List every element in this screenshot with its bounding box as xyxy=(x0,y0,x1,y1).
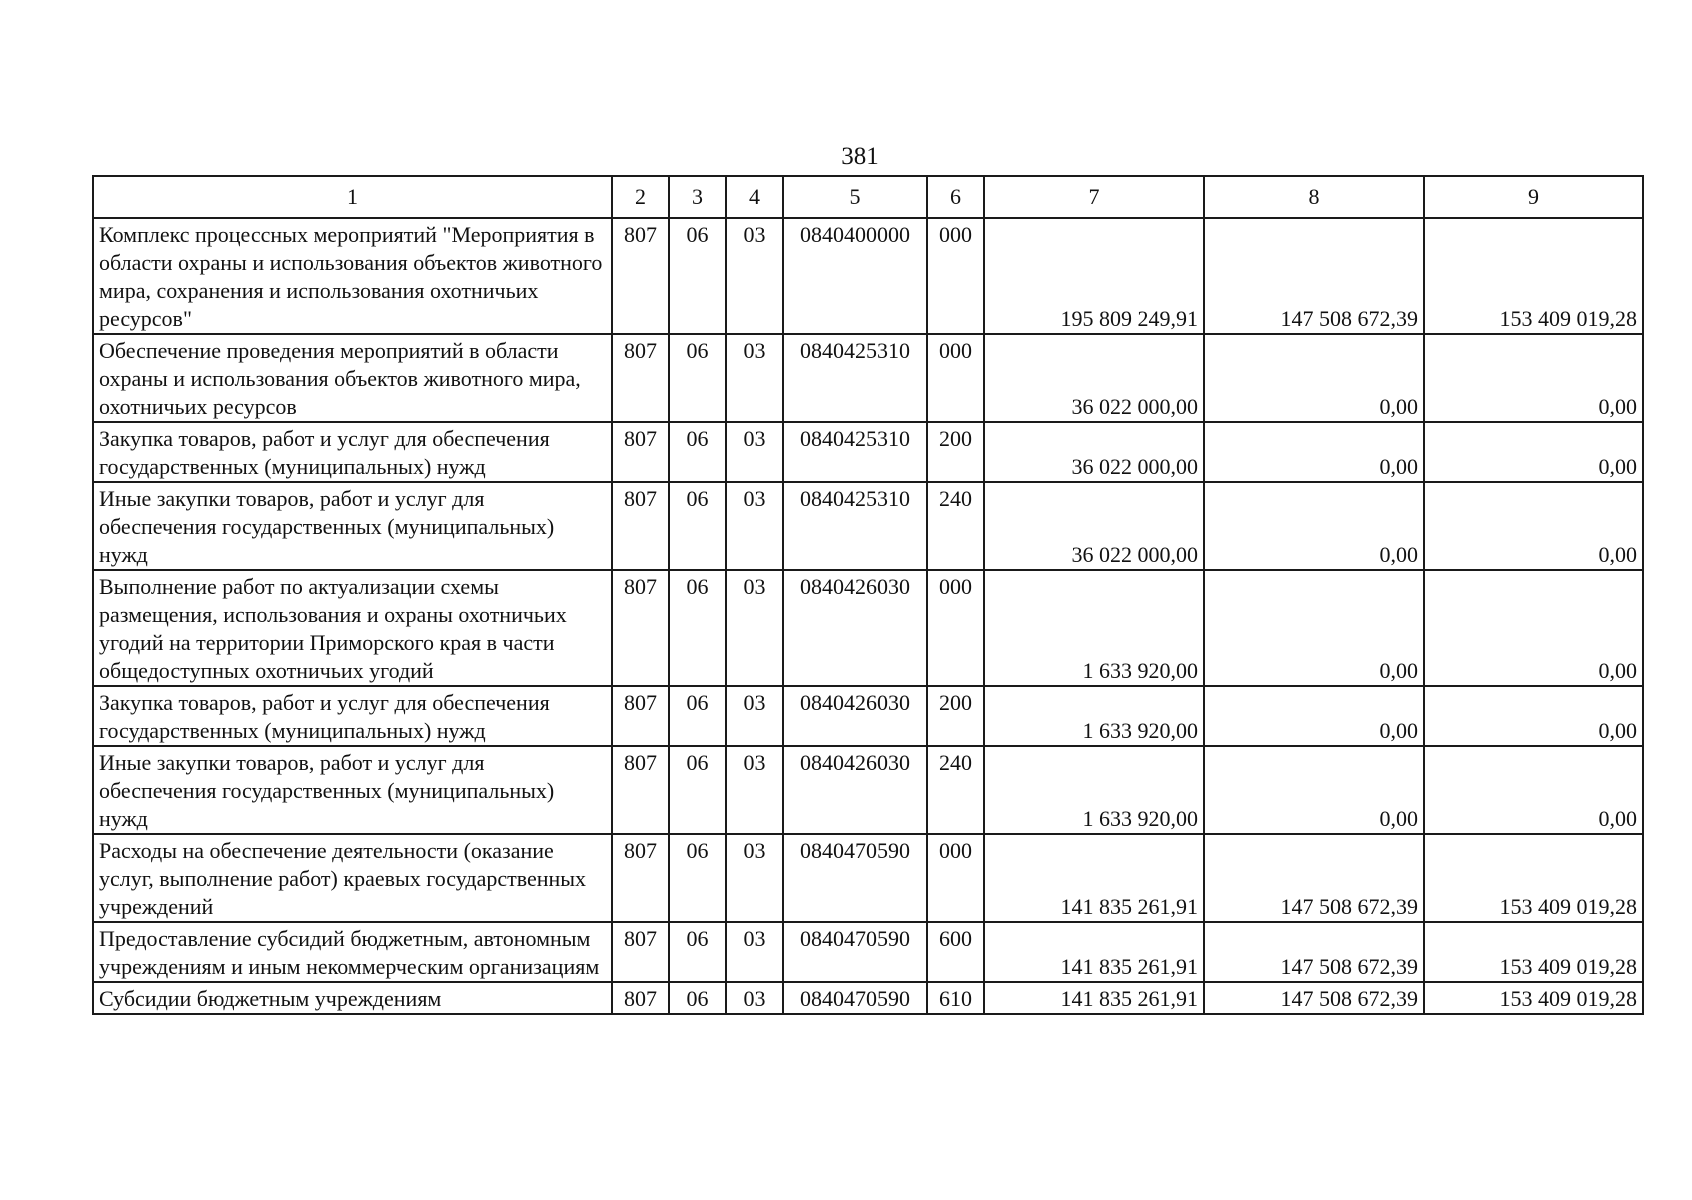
row-amount-col9: 0,00 xyxy=(1424,686,1643,746)
row-code-col2: 807 xyxy=(612,482,669,570)
row-amount-col8: 0,00 xyxy=(1204,482,1424,570)
row-name: Выполнение работ по актуализации схемы размещения, использования и охраны охотничьих угодий на территории Приморского края в части общедоступных охотничьих угодий xyxy=(93,570,612,686)
header-cell-6: 6 xyxy=(927,176,984,218)
row-name: Комплекс процессных мероприятий "Мероприятия в области охраны и использования объектов животного мира, сохранения и использования охотничьих ресурсов" xyxy=(93,218,612,334)
table-row xyxy=(93,334,1643,422)
table-row xyxy=(93,922,1643,982)
row-code-col2: 807 xyxy=(612,834,669,922)
row-amount-col8: 147 508 672,39 xyxy=(1204,218,1424,334)
row-name: Закупка товаров, работ и услуг для обеспечения государственных (муниципальных) нужд xyxy=(93,422,612,482)
row-code-col3: 06 xyxy=(669,422,726,482)
row-amount-col9: 153 409 019,28 xyxy=(1424,982,1643,1014)
row-code-col4: 03 xyxy=(726,982,783,1014)
row-amount-col7: 36 022 000,00 xyxy=(984,482,1204,570)
row-code-col6: 000 xyxy=(927,334,984,422)
row-code-col3: 06 xyxy=(669,922,726,982)
row-code-col3: 06 xyxy=(669,746,726,834)
table-row xyxy=(93,570,1643,686)
row-code-col4: 03 xyxy=(726,482,783,570)
row-name: Закупка товаров, работ и услуг для обеспечения государственных (муниципальных) нужд xyxy=(93,686,612,746)
row-name: Расходы на обеспечение деятельности (оказание услуг, выполнение работ) краевых государственных учреждений xyxy=(93,834,612,922)
row-amount-col7: 141 835 261,91 xyxy=(984,922,1204,982)
header-cell-1: 1 xyxy=(93,176,612,218)
header-cell-5: 5 xyxy=(783,176,927,218)
header-cell-8: 8 xyxy=(1204,176,1424,218)
row-code-col4: 03 xyxy=(726,834,783,922)
row-amount-col8: 147 508 672,39 xyxy=(1204,834,1424,922)
row-code-col5: 0840425310 xyxy=(783,334,927,422)
row-code-col4: 03 xyxy=(726,218,783,334)
row-name: Предоставление субсидий бюджетным, автономным учреждениям и иным некоммерческим организациям xyxy=(93,922,612,982)
row-code-col4: 03 xyxy=(726,922,783,982)
row-name: Обеспечение проведения мероприятий в области охраны и использования объектов животного мира, охотничьих ресурсов xyxy=(93,334,612,422)
row-code-col5: 0840470590 xyxy=(783,982,927,1014)
table-row xyxy=(93,746,1643,834)
header-row xyxy=(93,176,1643,218)
row-name: Иные закупки товаров, работ и услуг для обеспечения государственных (муниципальных) нужд xyxy=(93,482,612,570)
row-amount-col7: 141 835 261,91 xyxy=(984,982,1204,1014)
row-name: Иные закупки товаров, работ и услуг для обеспечения государственных (муниципальных) нужд xyxy=(93,746,612,834)
row-code-col5: 0840425310 xyxy=(783,422,927,482)
row-code-col5: 0840426030 xyxy=(783,570,927,686)
row-code-col4: 03 xyxy=(726,422,783,482)
table-row xyxy=(93,422,1643,482)
row-name: Субсидии бюджетным учреждениям xyxy=(93,982,612,1014)
row-amount-col9: 153 409 019,28 xyxy=(1424,922,1643,982)
header-cell-7: 7 xyxy=(984,176,1204,218)
row-code-col6: 610 xyxy=(927,982,984,1014)
row-code-col6: 200 xyxy=(927,686,984,746)
row-amount-col7: 36 022 000,00 xyxy=(984,422,1204,482)
row-code-col4: 03 xyxy=(726,686,783,746)
table-row xyxy=(93,686,1643,746)
row-amount-col9: 0,00 xyxy=(1424,334,1643,422)
row-code-col2: 807 xyxy=(612,218,669,334)
row-code-col2: 807 xyxy=(612,334,669,422)
row-code-col2: 807 xyxy=(612,422,669,482)
row-amount-col8: 0,00 xyxy=(1204,686,1424,746)
row-amount-col7: 141 835 261,91 xyxy=(984,834,1204,922)
header-cell-2: 2 xyxy=(612,176,669,218)
row-amount-col9: 0,00 xyxy=(1424,570,1643,686)
row-amount-col9: 0,00 xyxy=(1424,746,1643,834)
row-amount-col9: 0,00 xyxy=(1424,482,1643,570)
header-cell-9: 9 xyxy=(1424,176,1643,218)
page-number: 381 xyxy=(841,143,879,170)
row-amount-col9: 0,00 xyxy=(1424,422,1643,482)
row-code-col4: 03 xyxy=(726,570,783,686)
table-row xyxy=(93,834,1643,922)
row-code-col2: 807 xyxy=(612,982,669,1014)
table-row xyxy=(93,482,1643,570)
row-code-col3: 06 xyxy=(669,982,726,1014)
row-code-col2: 807 xyxy=(612,746,669,834)
row-amount-col9: 153 409 019,28 xyxy=(1424,834,1643,922)
budget-table xyxy=(92,175,1644,1015)
row-code-col5: 0840470590 xyxy=(783,922,927,982)
row-code-col6: 000 xyxy=(927,218,984,334)
row-code-col5: 0840400000 xyxy=(783,218,927,334)
header-cell-3: 3 xyxy=(669,176,726,218)
row-code-col2: 807 xyxy=(612,922,669,982)
row-code-col3: 06 xyxy=(669,334,726,422)
row-code-col6: 240 xyxy=(927,746,984,834)
row-code-col6: 000 xyxy=(927,570,984,686)
row-code-col3: 06 xyxy=(669,482,726,570)
row-amount-col8: 147 508 672,39 xyxy=(1204,922,1424,982)
table-row xyxy=(93,982,1643,1014)
row-code-col5: 0840426030 xyxy=(783,686,927,746)
row-amount-col7: 195 809 249,91 xyxy=(984,218,1204,334)
table-row xyxy=(93,218,1643,334)
row-amount-col8: 0,00 xyxy=(1204,334,1424,422)
row-amount-col9: 153 409 019,28 xyxy=(1424,218,1643,334)
row-code-col3: 06 xyxy=(669,686,726,746)
row-code-col2: 807 xyxy=(612,570,669,686)
row-code-col6: 000 xyxy=(927,834,984,922)
row-code-col5: 0840425310 xyxy=(783,482,927,570)
row-code-col4: 03 xyxy=(726,334,783,422)
row-amount-col7: 1 633 920,00 xyxy=(984,746,1204,834)
row-code-col4: 03 xyxy=(726,746,783,834)
row-amount-col8: 0,00 xyxy=(1204,746,1424,834)
row-code-col2: 807 xyxy=(612,686,669,746)
row-code-col3: 06 xyxy=(669,834,726,922)
row-code-col3: 06 xyxy=(669,570,726,686)
row-amount-col7: 1 633 920,00 xyxy=(984,686,1204,746)
row-amount-col7: 36 022 000,00 xyxy=(984,334,1204,422)
row-amount-col8: 0,00 xyxy=(1204,422,1424,482)
row-amount-col8: 147 508 672,39 xyxy=(1204,982,1424,1014)
row-code-col6: 200 xyxy=(927,422,984,482)
row-code-col6: 240 xyxy=(927,482,984,570)
row-amount-col8: 0,00 xyxy=(1204,570,1424,686)
row-code-col6: 600 xyxy=(927,922,984,982)
row-code-col5: 0840470590 xyxy=(783,834,927,922)
header-cell-4: 4 xyxy=(726,176,783,218)
row-code-col3: 06 xyxy=(669,218,726,334)
row-amount-col7: 1 633 920,00 xyxy=(984,570,1204,686)
row-code-col5: 0840426030 xyxy=(783,746,927,834)
